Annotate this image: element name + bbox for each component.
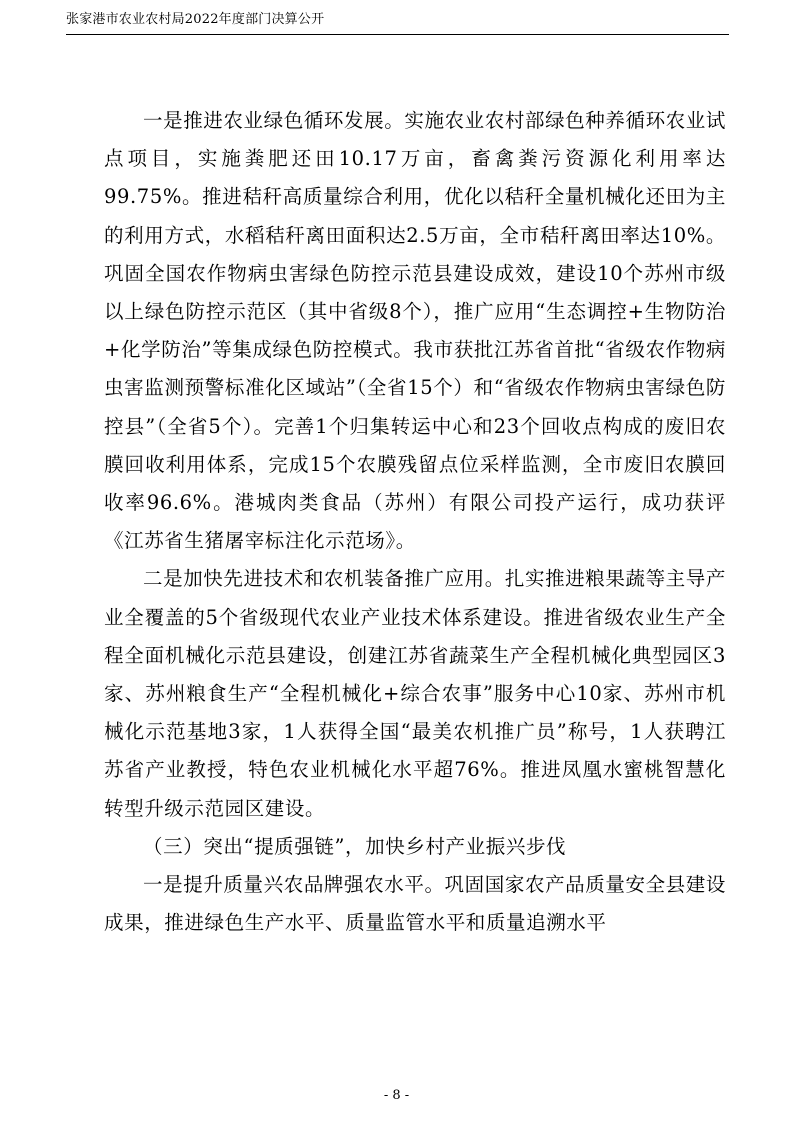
paragraph-technology-machinery: 二是加快先进技术和农机装备推广应用。扎实推进粮果蔬等主导产业全覆盖的5个省级现代农业产业技术体系建设。推进省级农业生产全程全面机械化示范县建设，创建江苏省蔬菜生产全程机械化典型园区3家、苏州粮食生产“全程机械化+综合农事”服务中心10家、苏州市机械化示范基地3家，1人获得全国“最美农机推广员”称号，1人获聘江苏省产业教授，特色农业机械化水平超76%。推进凤凰水蜜桃智慧化转型升级示范园区建设。 [104,567,726,820]
section-heading-quality-chain: （三）突出“提质强链”，加快乡村产业振兴步伐 [143,834,567,858]
document-header: 张家港市农业农村局2022年度部门决算公开 [66,12,325,27]
paragraph-green-agriculture: 一是推进农业绿色循环发展。实施农业农村部绿色种养循环农业试点项目，实施粪肥还田10.17万亩，畜禽粪污资源化利用率达99.75%。推进秸秆高质量综合利用，优化以秸秆全量机械化还田为主的利用方式，水稻秸秆离田面积达2.5万亩，全市秸秆离田率达10%。巩固全国农作物病虫害绿色防控示范县建设成效，建设10个苏州市级以上绿色防控示范区（其中省级8个），推广应用“生态调控+生物防治+化学防治”等集成绿色防控模式。我市获批江苏省首批“省级农作物病虫害监测预警标准化区域站”（全省15个）和“省级农作物病虫害绿色防控县”（全省5个）。完善1个归集转运中心和23个回收点构成的废旧农膜回收利用体系，完成15个农膜残留点位采样监测，全市废旧农膜回收率96.6%。港城肉类食品（苏州）有限公司投产运行，成功获评《江苏省生猪屠宰标注化示范场》。 [104,109,726,553]
document-body [104,102,726,942]
page-number: - 8 - [383,1088,410,1103]
paragraph-quality-brand: 一是提升质量兴农品牌强农水平。巩固国家农产品质量安全县建设成果，推进绿色生产水平、质量监管水平和质量追溯水平 [104,873,726,935]
header-divider [66,34,729,35]
